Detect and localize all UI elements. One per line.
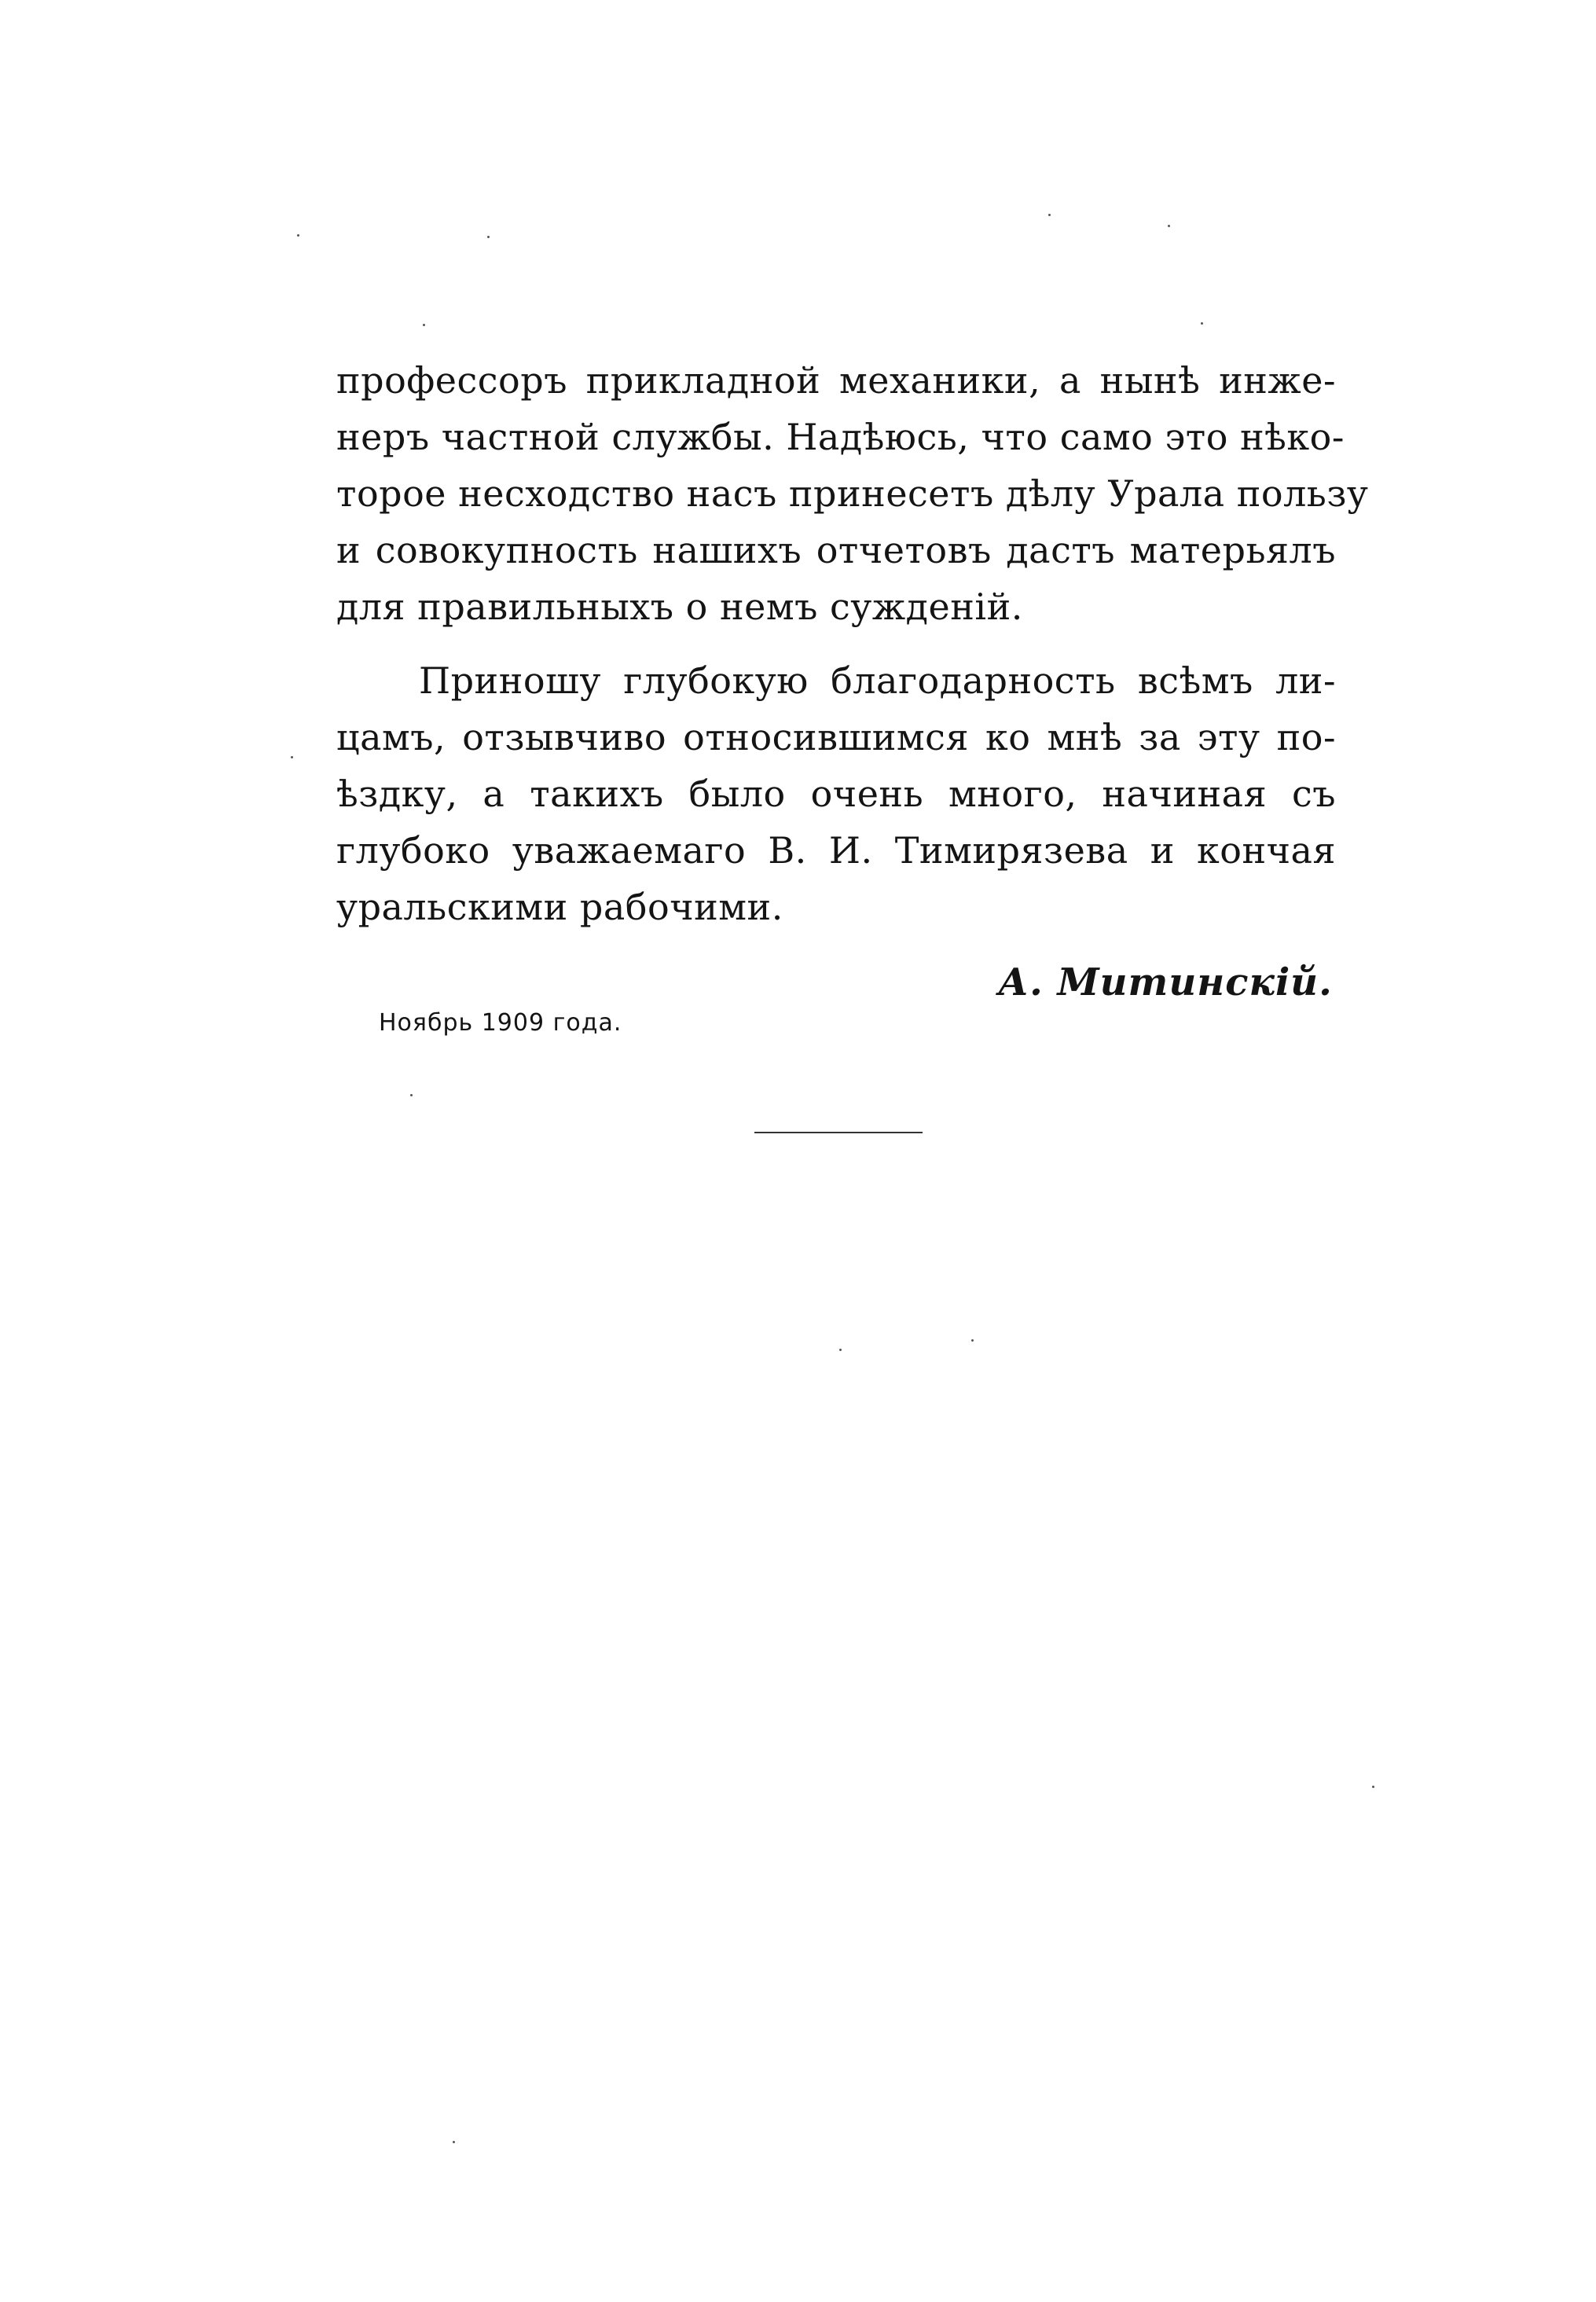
paragraph-2 — [336, 652, 1336, 935]
scan-speck — [1372, 1786, 1374, 1788]
scan-speck — [297, 234, 299, 237]
scan-speck — [839, 1349, 842, 1351]
author-signature: А. Митинскій. — [998, 960, 1333, 1004]
scan-speck — [1168, 225, 1170, 227]
scan-speck — [291, 756, 293, 758]
text-line: Приношу глубокую благодарность всѣмъ ли- — [419, 659, 1336, 702]
text-line: торое несходство насъ принесетъ дѣлу Урала пользу — [336, 472, 1369, 515]
text-line: глубоко уважаемаго В. И. Тимирязева и кончая — [336, 829, 1336, 872]
text-line: уральскими рабочими. — [336, 886, 783, 928]
scan-speck — [423, 324, 425, 326]
scan-speck — [1201, 322, 1203, 325]
text-line: профессоръ прикладной механики, а нынѣ инже- — [336, 359, 1336, 402]
scan-speck — [1048, 214, 1051, 216]
scan-speck — [453, 2141, 455, 2143]
closing-rule — [754, 1132, 923, 1133]
date-line: Ноябрь 1909 года. — [379, 1009, 622, 1037]
text-line: ѣздку, а такихъ было очень много, начиная съ — [336, 773, 1336, 815]
text-line: цамъ, отзывчиво относившимся ко мнѣ за эту по- — [336, 716, 1336, 758]
text-line: неръ частной службы. Надѣюсь, что само это нѣко- — [336, 416, 1345, 458]
text-line: и совокупность нашихъ отчетовъ дастъ матерьялъ — [336, 529, 1336, 571]
paragraph-1 — [336, 352, 1369, 635]
scan-speck — [487, 236, 490, 238]
text-line: для правильныхъ о немъ сужденій. — [336, 586, 1023, 628]
body-text — [336, 352, 1369, 935]
scan-speck — [971, 1339, 974, 1342]
scan-speck — [410, 1094, 413, 1096]
